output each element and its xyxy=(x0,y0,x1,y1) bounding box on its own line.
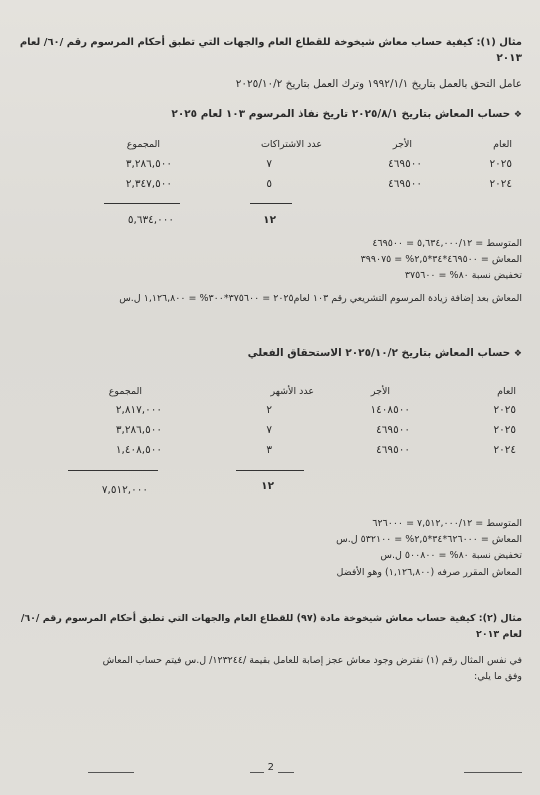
t1-header-total: المجموع xyxy=(126,139,160,150)
t1-header-wage: الأجر xyxy=(392,139,412,150)
t1-header-count: عدد الاشتراكات xyxy=(260,139,322,150)
example1-title-year: ٢٠١٣ xyxy=(496,52,522,64)
footer-rule-right xyxy=(464,772,522,773)
t2-row2-total: ٣,٢٨٦,٥٠٠ xyxy=(115,424,162,436)
t1-row1-total: ٣,٢٨٦,٥٠٠ xyxy=(125,158,172,170)
diamond-bullet-icon-2: ❖ xyxy=(513,349,522,359)
t2-total-rule xyxy=(68,470,158,471)
calc1-line1: المتوسط = ٥,٦٣٤,٠٠٠/١٢ = ٤٦٩٥٠٠ xyxy=(372,238,522,249)
t1-total-rule xyxy=(104,203,180,204)
t1-row2-year: ٢٠٢٤ xyxy=(489,178,512,190)
section2-heading-text: حساب المعاش بتاريخ ٢٠٢٥/١٠/٢ الاستحقاق الفعلي xyxy=(247,347,511,359)
example1-title: مثال (١): كيفية حساب معاش شيخوخة للقطاع العام والجهات التي تطبق أحكام المرسوم رقم /٦٠/ لعام xyxy=(19,37,522,48)
calc2-line3: تخفيض نسبة ٨٠% = ٥٠٠٨٠٠ ل.س xyxy=(380,550,522,561)
example2-title: مثال (٢): كيفية حساب معاش شيخوخة مادة (٩٧) للقطاع العام والجهات التي تطبق أحكام المرسوم رقم /٦٠/ xyxy=(20,613,522,624)
example2-body-line1: في نفس المثال رقم (١) نفترض وجود معاش عجز إصابة للعامل بقيمة /١٢٣٢٤٤/ ل.س فيتم حساب المعاش xyxy=(102,655,522,666)
calc1-line2: المعاش = ٤٦٩٥٠٠*٣٤*٢,٥% = ٣٩٩٠٧٥ xyxy=(360,254,522,265)
calc1-line4: المعاش بعد إضافة زيادة المرسوم التشريعي رقم ١٠٣ لعام٢٠٢٥ = ٣٧٥٦٠٠*٣٠٠% = ١,١٢٦,٨٠٠ ل.س xyxy=(119,293,522,304)
t2-row3-total: ١,٤٠٨,٥٠٠ xyxy=(115,444,162,456)
t1-row2-wage: ٤٦٩٥٠٠ xyxy=(388,178,422,190)
t2-row1-count: ٢ xyxy=(266,404,272,416)
calc2-line4: المعاش المقرر صرفه (١,١٢٦,٨٠٠) وهو الأفضل xyxy=(336,567,522,578)
t2-row2-year: ٢٠٢٥ xyxy=(493,424,516,436)
t1-sum-count: ١٢ xyxy=(263,214,276,226)
t2-header-count: عدد الأشهر xyxy=(270,386,314,397)
t1-row2-total: ٢,٣٤٧,٥٠٠ xyxy=(125,178,172,190)
t1-row1-count: ٧ xyxy=(266,158,272,170)
t1-header-year: العام xyxy=(493,139,512,150)
t2-row3-year: ٢٠٢٤ xyxy=(493,444,516,456)
footer-rule-left xyxy=(88,772,134,773)
example2-title-year: لعام ٢٠١٣ xyxy=(476,629,522,640)
t1-count-rule xyxy=(250,203,292,204)
t2-row3-count: ٣ xyxy=(266,444,272,456)
calc2-line1: المتوسط = ٧,٥١٢,٠٠٠/١٢ = ٦٢٦٠٠٠ xyxy=(372,518,522,529)
t2-row1-wage: ١٤٠٨٥٠٠ xyxy=(370,404,410,416)
page-number: 2 xyxy=(267,762,274,773)
footer-rule-center-right xyxy=(278,772,294,773)
calc2-line2: المعاش = ٦٢٦٠٠٠*٣٤*٢,٥% = ٥٣٢١٠٠ ل.س xyxy=(336,534,522,545)
section1-heading xyxy=(171,108,522,122)
t2-count-rule xyxy=(236,470,304,471)
footer-rule-center-left xyxy=(250,772,264,773)
t2-row1-year: ٢٠٢٥ xyxy=(493,404,516,416)
t2-row1-total: ٢,٨١٧,٠٠٠ xyxy=(115,404,162,416)
t2-header-wage: الأجر xyxy=(370,386,390,397)
t1-row1-year: ٢٠٢٥ xyxy=(489,158,512,170)
t1-sum-total: ٥,٦٣٤,٠٠٠ xyxy=(127,214,174,226)
t2-header-total: المجموع xyxy=(108,386,142,397)
t2-sum-total: ٧,٥١٢,٠٠٠ xyxy=(101,484,148,496)
example2-body-line2: وفق ما يلي: xyxy=(474,671,522,682)
t1-row1-wage: ٤٦٩٥٠٠ xyxy=(388,158,422,170)
t1-row2-count: ٥ xyxy=(266,178,272,190)
t2-header-year: العام xyxy=(497,386,516,397)
diamond-bullet-icon: ❖ xyxy=(513,110,522,120)
section1-heading-text: حساب المعاش بتاريخ ٢٠٢٥/٨/١ تاريخ نفاذ المرسوم ١٠٣ لعام ٢٠٢٥ xyxy=(171,108,511,120)
section2-heading xyxy=(248,347,522,361)
t2-sum-count: ١٢ xyxy=(261,480,274,492)
worker-line: عامل التحق بالعمل بتاريخ ١٩٩٢/١/١ وترك العمل بتاريخ ٢٠٢٥/١٠/٢ xyxy=(235,78,522,90)
t2-row2-wage: ٤٦٩٥٠٠ xyxy=(376,424,410,436)
calc1-line3: تخفيض نسبة ٨٠% = ٣٧٥٦٠٠ xyxy=(404,270,522,281)
t2-row3-wage: ٤٦٩٥٠٠ xyxy=(376,444,410,456)
t2-row2-count: ٧ xyxy=(266,424,272,436)
